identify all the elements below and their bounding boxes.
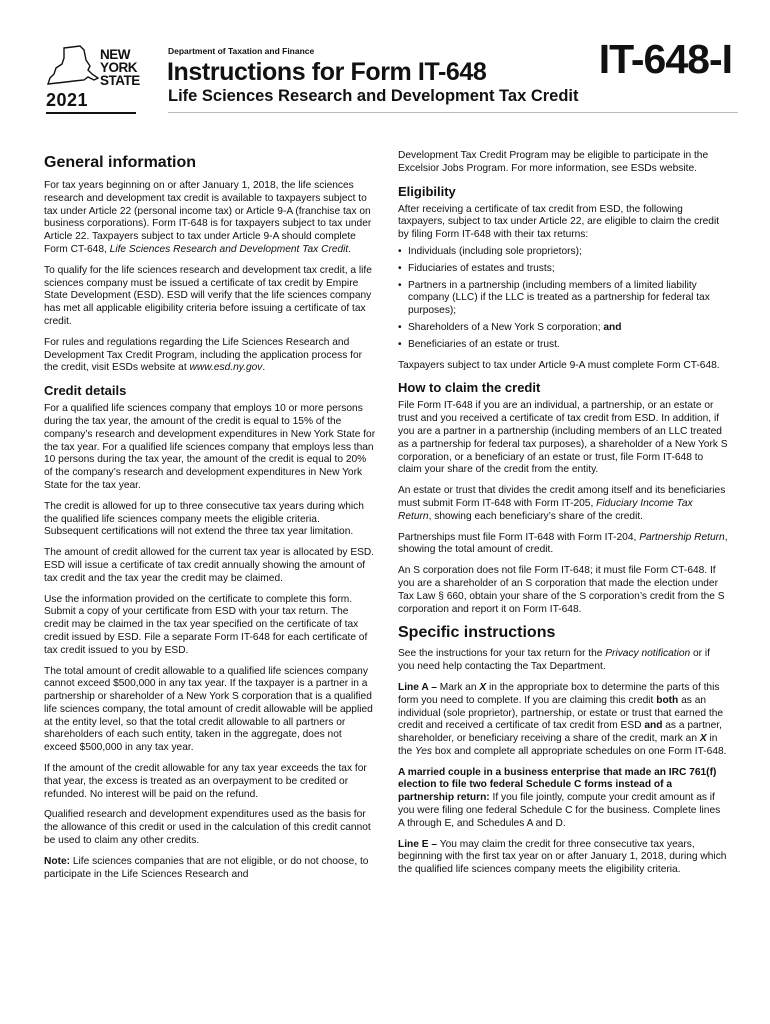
credit-paragraph-4: Use the information provided on the certificate to complete this form. Submit a copy of your certificate from ESD with your tax return. The credit may be claimed in the tax year specified on the certificate of tax credit issued by ESD. File a separate Form IT-648 for each certificate of tax credit issued to you by ESD.	[44, 593, 368, 656]
department-name: Department of Taxation and Finance	[168, 46, 315, 56]
general-information-heading: General information	[44, 154, 197, 171]
claim-paragraph-3: Partnerships must file Form IT-648 with Form IT-204, Partnership Return, showing the total amount of credit.	[398, 531, 728, 556]
credit-paragraph-6: If the amount of the credit allowable for any tax year exceeds the tax for that year, the excess is treated as an overpayment to be credited or refunded. No interest will be paid on the refund.	[44, 763, 367, 800]
credit-paragraph-5: The total amount of credit allowable to a qualified life sciences company cannot exceed $500,000 in any tax year. If the taxpayer is a partner in a partnership or shareholder of a New York S corporation that is a qualified life sciences company, the total amount of credit allowable will be applied at the entity level, so that the total credit allowable to all partners or shareholders of each such entity, taken in the aggregate, does not exceed $500,000 in any tax year.	[44, 665, 373, 754]
nys-map-icon	[44, 44, 100, 88]
left-column	[44, 150, 376, 889]
credit-paragraph-2: The credit is allowed for up to three consecutive tax years during which the qualified life sciences company meets the eligible criteria. Subsequent certifications will not extend the three tax year limitation.	[44, 500, 364, 538]
nys-logo	[44, 44, 160, 114]
claim-paragraph-2: An estate or trust that divides the credit among itself and its beneficiaries must submit Form IT-648 with Form IT-205, Fiduciary Income Tax Return, showing each beneficiary’s share of the credit.	[398, 485, 726, 522]
line-a-paragraph: Line A – Mark an X in the appropriate box to determine the parts of this form you need to complete. If you are claiming this credit both as an individual (sole proprietor), partnership, or estate or trust that earned the credit and received a certificate of tax credit from ESD and as a partner, shareholder, or beneficiary receiving a share of the credit, mark an X in the Yes box and complete all appropriate schedules on one Form IT-648.	[398, 681, 727, 757]
note-paragraph: Note: Life sciences companies that are not eligible, or do not choose, to participate in the Life Sciences Research and	[44, 855, 369, 880]
eligibility-end: Taxpayers subject to tax under Article 9-A must complete Form CT-648.	[398, 359, 720, 371]
list-item: • Fiduciaries of estates and trusts;	[398, 263, 728, 276]
specific-paragraph-1: See the instructions for your tax return for the Privacy notification or if you need help contacting the Tax Department.	[398, 648, 711, 673]
general-paragraph-2: To qualify for the life sciences research and development tax credit, a life sciences company must be issued a certificate of tax credit by Empire State Development (ESD). ESD will verify that the life sciences company has met all applicable eligibility criteria before issuing a certificate of tax credit.	[44, 264, 372, 327]
logo-text-york: YORK	[100, 60, 138, 75]
header-divider	[168, 112, 738, 113]
general-paragraph-1: For tax years beginning on or after January 1, 2018, the life sciences research and development tax credit is available to taxpayers subject to tax under Article 22 (personal income tax) or Article 9-A (franchise tax on business corporations). Form IT-648 is for taxpayers subject to tax under Article 22. Taxpayers subject to tax under Article 9-A should complete Form CT-648, Life Sciences Research and Development Tax Credit.	[44, 180, 372, 255]
general-paragraph-3: For rules and regulations regarding the Life Sciences Research and Development Tax Credit Program, including the application process for the credit, visit ESDs website at www.esd.ny.gov.	[44, 336, 363, 374]
form-number: IT-648-I	[598, 36, 732, 82]
right-column	[398, 150, 728, 885]
continued-paragraph: Development Tax Credit Program may be eligible to participate in the Excelsior Jobs Program. For more information, see ESDs website.	[398, 150, 709, 174]
claim-paragraph-1: File Form IT-648 if you are an individual, a partnership, or an estate or trust and you received a certificate of tax credit from ESD. In addition, if you are a partner in a partnership (including members of an LLC treated as a partnership for federal tax purposes), a shareholder of a New York S corporation, or a beneficiary of an estate or trust, file Form IT-648 to claim your share of the credit from the entity.	[398, 400, 728, 476]
list-item: • Partners in a partnership (including members of a limited liability company (LLC) if the LLC is treated as a partnership for federal tax purposes);	[398, 280, 728, 318]
eligibility-intro: After receiving a certificate of tax credit from ESD, the following taxpayers, subject to tax under Article 22, are eligible to claim the credit by filing Form IT-648 with their tax returns:	[398, 203, 720, 241]
page-subtitle: Life Sciences Research and Development Tax Credit	[168, 87, 579, 105]
list-item: • Individuals (including sole proprietors);	[398, 246, 728, 259]
logo-text-new: NEW	[100, 47, 130, 62]
credit-paragraph-7: Qualified research and development expenditures used as the basis for the allowance of this credit or used in the calculation of this credit cannot be used to claim any other credits.	[44, 809, 371, 847]
tax-year: 2021	[46, 90, 89, 110]
list-item: • Shareholders of a New York S corporation; and	[398, 322, 728, 335]
list-item: • Beneficiaries of an estate or trust.	[398, 339, 728, 352]
married-couple-paragraph: A married couple in a business enterprise that made an IRC 761(f) election to file two federal Schedule C forms instead of a partnership return: If you file jointly, compute your credit amount as if you were filing one federal Schedule C for the business. Complete lines A through E, and Schedules A and D.	[398, 766, 721, 829]
claim-paragraph-4: An S corporation does not file Form IT-648; it must file Form CT-648. If you are a shareholder of an S corporation that made the election under Tax Law § 660, obtain your share of the S corporation’s credit from the S corporation and report it on Form IT-648.	[398, 565, 725, 615]
eligibility-heading: Eligibility	[398, 183, 456, 199]
page-title: Instructions for Form IT-648	[167, 58, 487, 86]
logo-text-state: STATE	[100, 73, 140, 88]
line-e-paragraph: Line E – You may claim the credit for three consecutive tax years, beginning with the first tax year on or after January 1, 2018, during which the qualified life sciences company meets the eligibility criteria.	[398, 838, 727, 876]
credit-paragraph-1: For a qualified life sciences company that employs 10 or more persons during the tax year, the amount of the credit is equal to 15% of the company’s research and development expenditures in New York State for the tax year. For a qualified life sciences company that employs less than 10 persons during the tax year, the amount of the credit is equal to 20% of the company’s research and development expenditures in New York State for the tax year.	[44, 403, 376, 491]
esd-website-link: www.esd.ny.gov	[189, 362, 263, 374]
page-header	[0, 0, 770, 130]
logo-underline	[46, 112, 136, 114]
credit-details-heading: Credit details	[44, 383, 127, 399]
specific-instructions-heading: Specific instructions	[398, 624, 556, 642]
eligibility-list	[398, 246, 728, 352]
how-to-claim-heading: How to claim the credit	[398, 380, 541, 396]
credit-paragraph-3: The amount of credit allowed for the current tax year is allocated by ESD. ESD will issue a certificate of tax credit annually showing the amount of tax credit and the tax year the credit may be claimed.	[44, 547, 375, 584]
